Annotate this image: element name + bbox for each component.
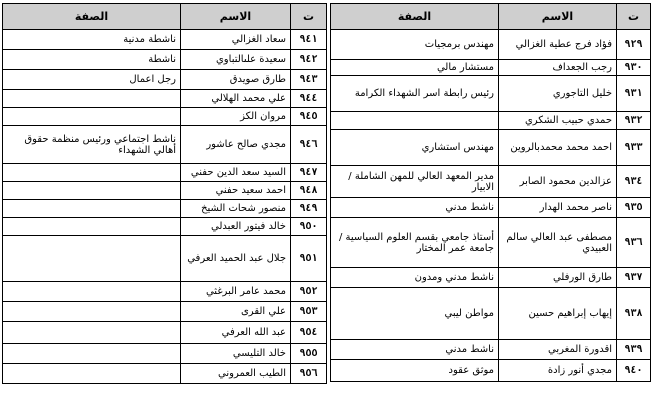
table-row	[3, 364, 327, 384]
row-role	[3, 344, 181, 364]
table-header-row	[331, 4, 651, 30]
table-row	[331, 166, 651, 198]
header-name: الاسم	[499, 4, 617, 30]
row-role: مهندس استشاري	[331, 130, 499, 166]
row-name: سعيدة علىالتباوي	[181, 50, 291, 70]
row-name: طارق صويدق	[181, 70, 291, 90]
row-role	[3, 282, 181, 302]
row-name: احمد محمد محمدبالروين	[499, 130, 617, 166]
table-row	[3, 344, 327, 364]
table-row	[3, 182, 327, 200]
row-number: ٩٤٤	[291, 90, 327, 108]
table-row	[3, 302, 327, 322]
row-name: علي محمد الهلالي	[181, 90, 291, 108]
table-row	[3, 90, 327, 108]
header-name: الاسم	[181, 4, 291, 30]
row-number: ٩٥٠	[291, 218, 327, 236]
table-row	[331, 218, 651, 268]
names-table-left	[2, 3, 327, 384]
table-row	[3, 30, 327, 50]
row-name: خالد فيتور العبدلي	[181, 218, 291, 236]
row-number: ٩٥٦	[291, 364, 327, 384]
row-number: ٩٤٩	[291, 200, 327, 218]
row-number: ٩٣٧	[617, 268, 651, 288]
row-role	[3, 200, 181, 218]
row-number: ٩٣٠	[617, 60, 651, 76]
row-number: ٩٥٢	[291, 282, 327, 302]
table-row	[331, 76, 651, 112]
row-role	[3, 164, 181, 182]
row-name: خالد التليسي	[181, 344, 291, 364]
row-name: احمد سعيد حفني	[181, 182, 291, 200]
row-name: إيهاب إبراهيم حسين	[499, 288, 617, 340]
row-role: رئيس رابطة اسر الشهداء الكرامة	[331, 76, 499, 112]
row-role	[3, 218, 181, 236]
header-role: الصفة	[3, 4, 181, 30]
row-number: ٩٣٥	[617, 198, 651, 218]
row-number: ٩٣٤	[617, 166, 651, 198]
row-name: طارق الورفلي	[499, 268, 617, 288]
table-row	[331, 340, 651, 360]
row-name: مصطفى عبد العالي سالم العبيدي	[499, 218, 617, 268]
row-name: الطيب العمروني	[181, 364, 291, 384]
table-row	[331, 112, 651, 130]
row-number: ٩٣٩	[617, 340, 651, 360]
row-role: أستاذ جامعي بقسم العلوم السياسية /جامعة عمر المختار	[331, 218, 499, 268]
row-role	[3, 322, 181, 344]
table-row	[331, 60, 651, 76]
row-name: السيد سعد الدين حفني	[181, 164, 291, 182]
row-role	[3, 302, 181, 322]
table-row	[3, 282, 327, 302]
row-number: ٩٥٤	[291, 322, 327, 344]
row-number: ٩٥١	[291, 236, 327, 282]
row-name: مجدي أنور زادة	[499, 360, 617, 382]
row-role	[3, 364, 181, 384]
row-role	[3, 90, 181, 108]
row-number: ٩٣٢	[617, 112, 651, 130]
row-number: ٩٢٩	[617, 30, 651, 60]
table-row	[3, 236, 327, 282]
header-num: ت	[291, 4, 327, 30]
row-number: ٩٥٥	[291, 344, 327, 364]
row-number: ٩٤١	[291, 30, 327, 50]
row-role: مستشار مالي	[331, 60, 499, 76]
row-role: رجل اعمال	[3, 70, 181, 90]
row-number: ٩٤٦	[291, 126, 327, 164]
row-name: فؤاد فرج عطية الغزالي	[499, 30, 617, 60]
row-number: ٩٣٣	[617, 130, 651, 166]
table-header-row	[3, 4, 327, 30]
row-number: ٩٣٦	[617, 218, 651, 268]
row-number: ٩٤٥	[291, 108, 327, 126]
table-row	[3, 200, 327, 218]
row-name: علي القرى	[181, 302, 291, 322]
row-role	[3, 236, 181, 282]
table-row	[3, 164, 327, 182]
row-role: ناشط مدني	[331, 198, 499, 218]
header-num: ت	[617, 4, 651, 30]
table-row	[3, 322, 327, 344]
table-row	[331, 268, 651, 288]
row-role: مهندس برمجيات	[331, 30, 499, 60]
table-row	[3, 126, 327, 164]
row-number: ٩٣١	[617, 76, 651, 112]
row-number: ٩٤٣	[291, 70, 327, 90]
names-table-right	[330, 3, 651, 382]
row-role	[3, 108, 181, 126]
row-number: ٩٤٢	[291, 50, 327, 70]
row-number: ٩٤٠	[617, 360, 651, 382]
row-number: ٩٥٣	[291, 302, 327, 322]
row-role: ناشط مدني ومدون	[331, 268, 499, 288]
row-role: ناشطة	[3, 50, 181, 70]
row-role	[3, 182, 181, 200]
row-number: ٩٤٧	[291, 164, 327, 182]
table-row	[3, 108, 327, 126]
row-name: خليل التاجوري	[499, 76, 617, 112]
row-name: محمد عامر البرغثي	[181, 282, 291, 302]
table-row	[331, 198, 651, 218]
row-number: ٩٤٨	[291, 182, 327, 200]
row-name: رجب الجعداف	[499, 60, 617, 76]
row-role: مواطن ليبي	[331, 288, 499, 340]
table-row	[331, 30, 651, 60]
table-row	[331, 360, 651, 382]
row-role: ناشط مدني	[331, 340, 499, 360]
row-name: عبد الله العرفي	[181, 322, 291, 344]
row-name: مروان الكز	[181, 108, 291, 126]
row-name: حمدي حبيب الشكري	[499, 112, 617, 130]
row-role: مدير المعهد العالي للمهن الشاملة / الابيار	[331, 166, 499, 198]
table-row	[331, 288, 651, 340]
row-role	[331, 112, 499, 130]
header-role: الصفة	[331, 4, 499, 30]
table-row	[3, 50, 327, 70]
row-name: ناصر محمد الهدار	[499, 198, 617, 218]
row-name: اقدورة المغربي	[499, 340, 617, 360]
row-role: ناشطة مدنية	[3, 30, 181, 50]
row-name: عزالدين محمود الصابر	[499, 166, 617, 198]
row-role: ناشط اجتماعي ورئيس منظمة حقوق أهالي الشهداء	[3, 126, 181, 164]
row-name: جلال عبد الحميد العرفي	[181, 236, 291, 282]
row-name: سعاد الغزالي	[181, 30, 291, 50]
row-number: ٩٣٨	[617, 288, 651, 340]
row-name: منصور شحات الشيخ	[181, 200, 291, 218]
table-row	[3, 218, 327, 236]
row-name: مجدي صالح عاشور	[181, 126, 291, 164]
table-row	[331, 130, 651, 166]
table-row	[3, 70, 327, 90]
row-role: موثق عقود	[331, 360, 499, 382]
